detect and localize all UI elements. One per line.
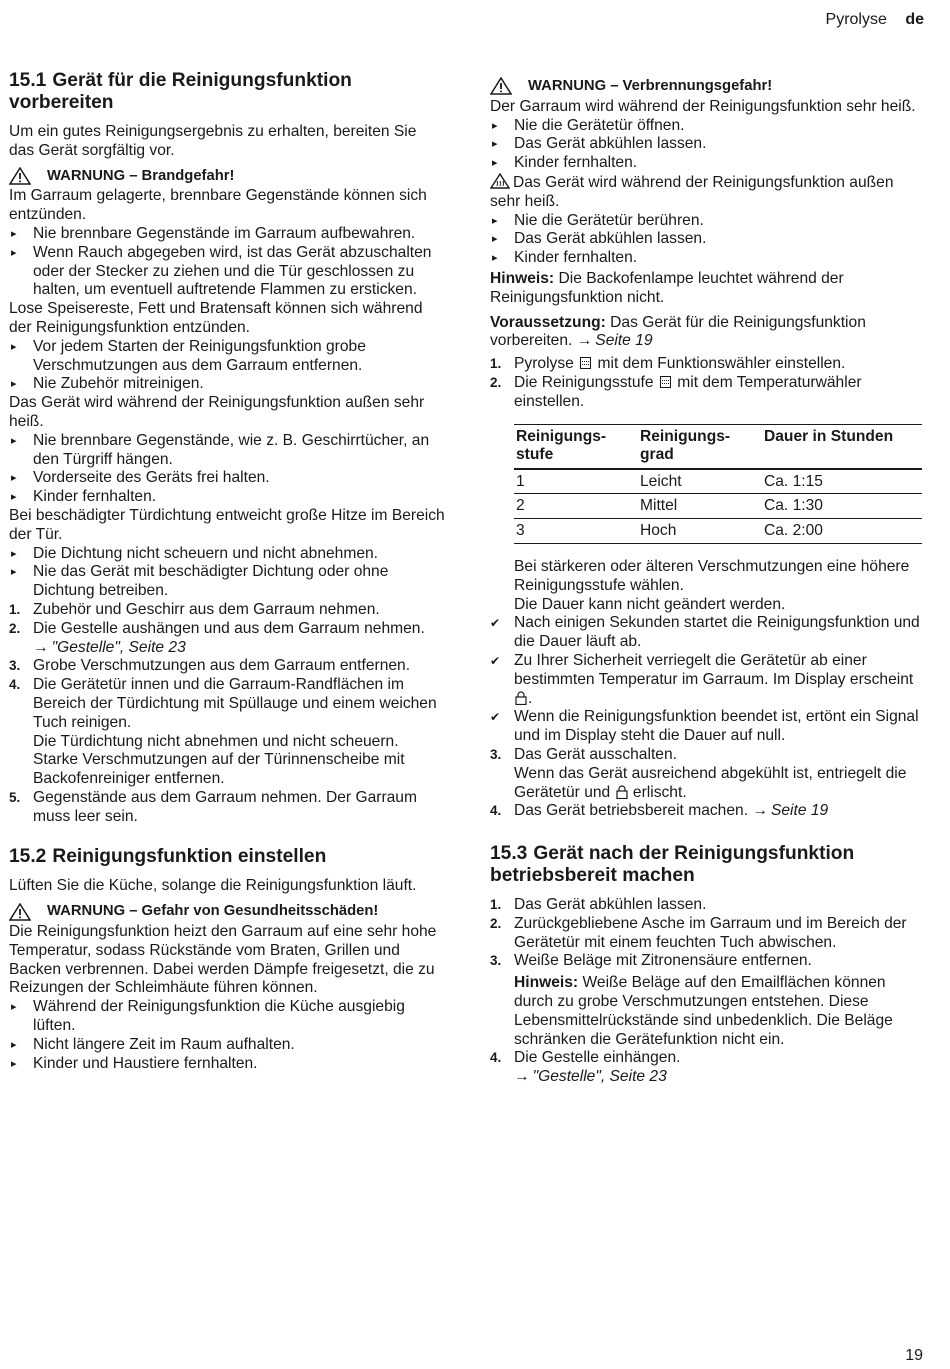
- step-text: Zubehör und Geschirr aus dem Garraum nehmen.: [33, 600, 380, 618]
- step-text: Grobe Verschmutzungen aus dem Garraum entfernen.: [33, 657, 411, 675]
- table-cell: Hoch: [638, 519, 762, 544]
- hot-surface-warning-icon: [490, 173, 510, 189]
- cleaning-level-table: [514, 424, 922, 544]
- prerequisite-label: Voraussetzung:: [490, 313, 606, 331]
- step: [490, 374, 926, 412]
- step-number: 3.: [9, 658, 21, 674]
- intro-text: Lüften Sie die Küche, solange die Reinigungsfunktion läuft.: [9, 877, 417, 895]
- column-header: Reinigungs-stufe: [514, 424, 638, 469]
- step: [490, 802, 926, 821]
- steps-list: [490, 746, 926, 821]
- cleaning-level-symbol-icon: [660, 376, 671, 388]
- step-text: Das Gerät abkühlen lassen.: [514, 896, 707, 914]
- step-text: Weiße Beläge mit Zitronensäure entfernen.: [514, 952, 812, 970]
- warning-text-content: Das Gerät wird während der Reinigungsfunktion außen sehr heiß.: [490, 173, 894, 210]
- cross-reference-link[interactable]: [577, 332, 653, 349]
- step: [9, 620, 445, 658]
- step: [490, 896, 926, 915]
- warning-text: Der Garraum wird während der Reinigungsfunktion sehr heiß.: [490, 97, 916, 115]
- note-text: Die Backofenlampe leuchtet während der Reinigungsfunktion nicht.: [490, 269, 844, 306]
- steps-list: [490, 896, 926, 1087]
- table-cell: Mittel: [638, 494, 762, 519]
- section-number: 15.3: [490, 843, 528, 865]
- table-header-row: [514, 424, 922, 469]
- list-item: ▸ Nie Zubehör mitreinigen.: [9, 375, 445, 394]
- list-item: ▸ Nie brennbare Gegenstände, wie z. B. Geschirrtücher, an den Türgriff hängen.: [9, 432, 445, 470]
- warning-text: [490, 173, 926, 212]
- header-section: Pyrolyse: [825, 11, 887, 28]
- step-number: 4.: [9, 677, 21, 693]
- note-text: Weiße Beläge auf den Emailflächen können durch zu grobe Verschmutzungen entstehen. Diese Lebensmittelrückstände sind unbedenklich. Die Beläge schränken die Gerätefunktion nicht ein.: [514, 974, 893, 1048]
- step-text: Die Gerätetür innen und die Garraum-Randflächen im Bereich der Türdichtung mit Spüllauge und einem weichen Tuch reinigen.: [33, 676, 437, 731]
- section-number: 15.1: [9, 70, 47, 91]
- list-item: ▸ Wenn Rauch abgegeben wird, ist das Gerät abzuschalten oder der Stecker zu ziehen und die Tür geschlossen zu halten, um eventuell auftretende Flammen zu ersticken.: [9, 244, 445, 300]
- cross-reference-link[interactable]: [514, 1068, 667, 1085]
- prerequisite: [490, 314, 926, 352]
- section-title: Gerät nach der Reinigungsfunktion betriebsbereit machen: [490, 843, 855, 887]
- step: [490, 746, 926, 802]
- table-cell: 2: [514, 494, 638, 519]
- column-header: Reinigungs-grad: [638, 424, 762, 469]
- step-number: 3.: [490, 953, 502, 969]
- step-number: 3.: [490, 746, 502, 762]
- table-cell: Leicht: [638, 469, 762, 494]
- step-text: Zurückgebliebene Asche im Garraum und im Bereich der Gerätetür mit einem feuchten Tuch abwischen.: [514, 914, 907, 951]
- page-header: [826, 11, 924, 30]
- arrow-right-icon: →: [33, 638, 49, 656]
- list-item: ▸ Kinder und Haustiere fernhalten.: [9, 1055, 445, 1074]
- header-language: de: [905, 11, 924, 28]
- list-item: ▸ Nie die Gerätetür berühren.: [490, 212, 926, 231]
- step-text: Das Gerät betriebsbereit machen.: [514, 802, 749, 820]
- list-item: ▸ Die Dichtung nicht scheuern und nicht abnehmen.: [9, 545, 445, 564]
- step: [490, 355, 926, 374]
- fire-warning-title: [9, 167, 445, 186]
- step-number: 4.: [490, 803, 502, 819]
- cross-reference-link[interactable]: [752, 802, 828, 819]
- list-item: ▸ Kinder fernhalten.: [490, 154, 926, 173]
- list-item: ▸ Das Gerät abkühlen lassen.: [490, 230, 926, 249]
- right-column: [490, 77, 926, 1087]
- step-number: 4.: [490, 1050, 502, 1066]
- step: [9, 676, 445, 789]
- step-note: erlischt.: [632, 783, 687, 801]
- warning-text: Die Reinigungsfunktion heizt den Garraum auf eine sehr hohe Temperatur, sodass Rückstände vom Braten, Grillen und Backen verbrennen. Dabei werden Dämpfe freigesetzt, die zu Reizungen der Schleimhäute führen können.: [9, 923, 437, 997]
- warning-list: [9, 432, 445, 507]
- section-15-2-heading: [9, 846, 445, 868]
- result-item: ✔ Wenn die Reinigungsfunktion beendet ist, ertönt ein Signal und im Display steht die Dauer auf null.: [490, 708, 926, 746]
- list-item: ▸ Nicht längere Zeit im Raum aufhalten.: [9, 1036, 445, 1055]
- left-column: [9, 70, 445, 1073]
- step-text: Pyrolyse: [514, 355, 574, 373]
- section-title: Reinigungsfunktion einstellen: [52, 846, 327, 868]
- pyrolysis-symbol-icon: [580, 357, 591, 369]
- prerequisite-text: Das Gerät für die Reinigungsfunktion vorbereiten.: [490, 313, 866, 350]
- table-row: [514, 469, 922, 494]
- table-cell: 3: [514, 519, 638, 544]
- arrow-right-icon: →: [752, 802, 768, 820]
- cross-reference-link[interactable]: [33, 639, 186, 656]
- warning-triangle-icon: [9, 167, 31, 185]
- steps-list: [490, 355, 926, 411]
- table-cell: Ca. 1:30: [762, 494, 922, 519]
- warning-text: Lose Speisereste, Fett und Bratensaft können sich während der Reinigungsfunktion entzünden.: [9, 300, 423, 336]
- step-number: 2.: [490, 374, 502, 390]
- step-number: 2.: [490, 915, 502, 931]
- warning-label: WARNUNG – Brandgefahr!: [47, 167, 235, 184]
- arrow-right-icon: →: [576, 332, 593, 350]
- warning-triangle-icon: [9, 903, 31, 921]
- warning-label: WARNUNG – Gefahr von Gesundheitsschäden!: [47, 903, 379, 920]
- warning-list: [490, 117, 926, 173]
- intro-text: Um ein gutes Reinigungsergebnis zu erhalten, bereiten Sie das Gerät sorgfältig vor.: [9, 123, 417, 159]
- list-item: ▸ Während der Reinigungsfunktion die Küche ausgiebig lüften.: [9, 998, 445, 1036]
- step-text: mit dem Temperaturwähler einstellen.: [514, 373, 862, 410]
- result-list: [490, 614, 926, 746]
- column-header: Dauer in Stunden: [762, 424, 922, 469]
- section-15-1-heading: [9, 70, 445, 114]
- list-item: ▸ Vor jedem Starten der Reinigungsfunktion grobe Verschmutzungen aus dem Garraum entfernen.: [9, 338, 445, 376]
- step-number: 1.: [490, 356, 502, 372]
- steps-list: [9, 601, 445, 827]
- step-text: Die Gestelle aushängen und aus dem Garraum nehmen.: [33, 619, 425, 637]
- step-number: 1.: [490, 897, 502, 913]
- reference-text: "Gestelle", Seite 23: [532, 1068, 667, 1086]
- list-item: ▸ Kinder fernhalten.: [9, 488, 445, 507]
- table-cell: 1: [514, 469, 638, 494]
- step-text: Gegenstände aus dem Garraum nehmen. Der Garraum muss leer sein.: [33, 788, 417, 825]
- note-label: Hinweis:: [514, 974, 579, 992]
- warning-text: Das Gerät wird während der Reinigungsfunktion außen sehr heiß.: [9, 394, 425, 430]
- result-item: ✔ Zu Ihrer Sicherheit verriegelt die Gerätetür ab einer bestimmten Temperatur im Garraum. Im Display erscheint .: [490, 652, 926, 708]
- step-text: mit dem Funktionswähler einstellen.: [597, 355, 846, 373]
- page-number: 19: [905, 1347, 923, 1365]
- list-item: ▸ Nie die Gerätetür öffnen.: [490, 117, 926, 136]
- reference-text: "Gestelle", Seite 23: [51, 638, 186, 656]
- note-label: Hinweis:: [490, 269, 555, 287]
- section-number: 15.2: [9, 846, 47, 868]
- table-note: Die Dauer kann nicht geändert werden.: [514, 595, 786, 613]
- table-note: Bei stärkeren oder älteren Verschmutzungen eine höhere Reinigungsstufe wählen.: [514, 557, 910, 594]
- list-item: ▸ Das Gerät abkühlen lassen.: [490, 135, 926, 154]
- burn-warning-title: [490, 77, 926, 96]
- step: [9, 789, 445, 827]
- note: [514, 974, 926, 1049]
- step-text: Die Reinigungsstufe: [514, 373, 654, 391]
- section-15-3-heading: [490, 843, 926, 887]
- list-item: ▸ Vorderseite des Geräts frei halten.: [9, 469, 445, 488]
- step-note: Wenn das Gerät ausreichend abgekühlt ist, entriegelt die Gerätetür und: [514, 764, 907, 801]
- lock-icon: [616, 785, 628, 799]
- step: [490, 952, 926, 1049]
- step-number: 5.: [9, 789, 21, 805]
- step-note: Starke Verschmutzungen auf der Türinnenscheibe mit Backofenreiniger entfernen.: [33, 751, 405, 788]
- warning-list: [9, 225, 445, 300]
- step-number: 2.: [9, 620, 21, 636]
- warning-label: WARNUNG – Verbrennungsgefahr!: [528, 78, 773, 94]
- warning-triangle-icon: [490, 77, 512, 95]
- step: [9, 657, 445, 676]
- result-item: ✔ Nach einigen Sekunden startet die Reinigungsfunktion und die Dauer läuft ab.: [490, 614, 926, 652]
- warning-text: Bei beschädigter Türdichtung entweicht große Hitze im Bereich der Tür.: [9, 506, 445, 543]
- step: [9, 601, 445, 620]
- list-item: ▸ Nie das Gerät mit beschädigter Dichtung oder ohne Dichtung betreiben.: [9, 563, 445, 601]
- table-row: [514, 519, 922, 544]
- result-text: Zu Ihrer Sicherheit verriegelt die Gerätetür ab einer bestimmten Temperatur im Garraum. Im Display erscheint: [514, 651, 914, 688]
- reference-text: Seite 19: [595, 332, 653, 350]
- step-note: Die Türdichtung nicht abnehmen und nicht scheuern.: [33, 732, 399, 750]
- list-item: ▸ Nie brennbare Gegenstände im Garraum aufbewahren.: [9, 225, 445, 244]
- reference-text: Seite 19: [770, 802, 829, 820]
- note: [490, 270, 926, 308]
- section-title: Gerät für die Reinigungsfunktion vorbereiten: [9, 70, 352, 113]
- warning-list: [490, 212, 926, 268]
- arrow-right-icon: →: [514, 1068, 530, 1086]
- step: [490, 1049, 926, 1087]
- warning-text: Im Garraum gelagerte, brennbare Gegenstände können sich entzünden.: [9, 187, 427, 224]
- step-text: Die Gestelle einhängen.: [514, 1049, 681, 1067]
- warning-list: [9, 998, 445, 1073]
- lock-icon: [515, 691, 527, 705]
- health-warning-title: [9, 902, 445, 921]
- table-cell: Ca. 2:00: [762, 519, 922, 544]
- table-row: [514, 494, 922, 519]
- list-item: ▸ Kinder fernhalten.: [490, 249, 926, 268]
- warning-list: [9, 338, 445, 394]
- step-text: Das Gerät ausschalten.: [514, 745, 677, 763]
- table-cell: Ca. 1:15: [762, 469, 922, 494]
- step-number: 1.: [9, 601, 21, 617]
- step: [490, 915, 926, 953]
- warning-list: [9, 545, 445, 601]
